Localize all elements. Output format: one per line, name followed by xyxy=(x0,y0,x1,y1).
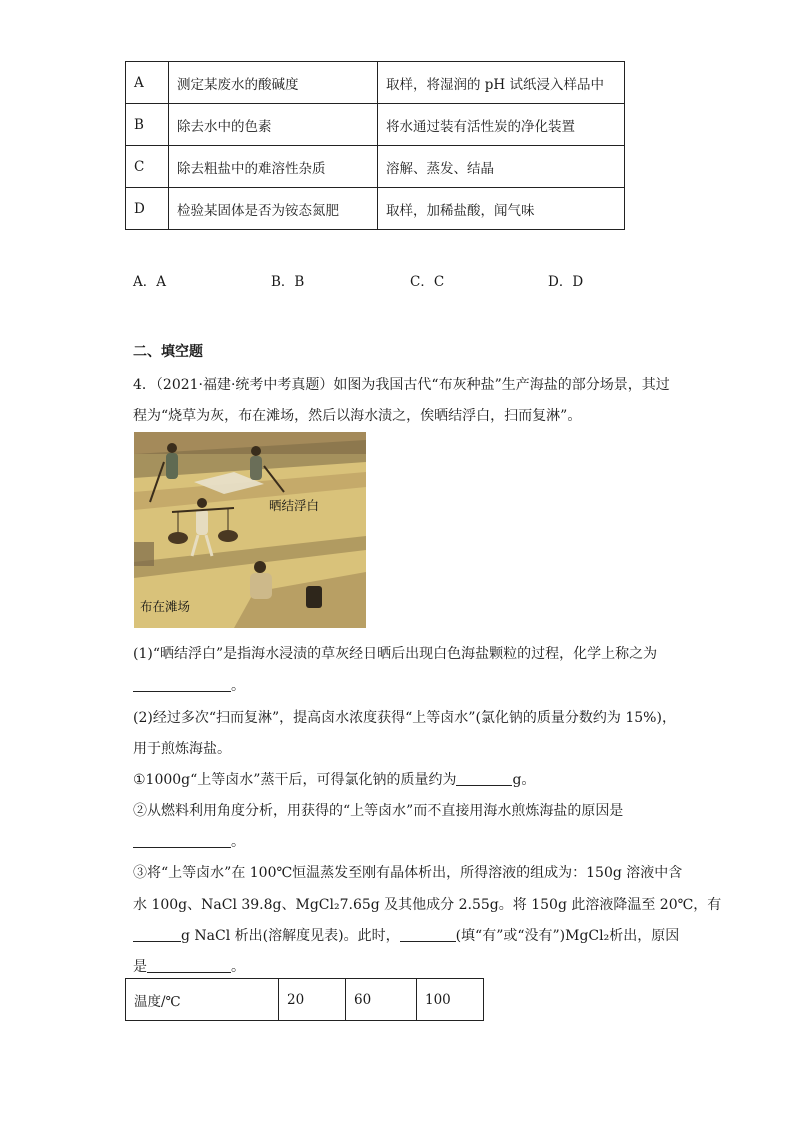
row-method: 溶解、蒸发、结晶 xyxy=(378,146,625,188)
sub3-line-4 xyxy=(133,956,245,976)
sub2-answer xyxy=(133,831,245,851)
part2-line-2: 用于煎炼海盐。 xyxy=(133,741,231,757)
sub3-end: 。 xyxy=(231,959,245,975)
table-row xyxy=(126,146,625,188)
image-label-bottom: 布在滩场 xyxy=(140,599,191,614)
answer-blank-3[interactable] xyxy=(133,833,231,848)
sub1-unit: g。 xyxy=(512,772,536,788)
question-line-2: 程为“烧草为灰，布在滩场，然后以海水渍之，俟晒结浮白，扫而复淋”。 xyxy=(133,408,582,424)
sub2-end: 。 xyxy=(231,834,245,850)
sol-col-20: 20 xyxy=(279,979,346,1021)
table-row xyxy=(126,104,625,146)
row-key: C xyxy=(126,146,169,188)
table-row xyxy=(126,188,625,230)
choice-c[interactable]: C．C xyxy=(410,274,445,290)
row-item: 除去粗盐中的难溶性杂质 xyxy=(169,146,378,188)
salt-production-illustration xyxy=(134,432,366,628)
question-line-1: 4．（2021·福建·统考中考真题）如图为我国古代“布灰种盐”生产海盐的部分场景，其过 xyxy=(133,377,670,393)
answer-blank-5[interactable] xyxy=(400,927,456,942)
choice-d[interactable]: D．D xyxy=(548,274,584,290)
section-title: 二、填空题 xyxy=(133,344,203,360)
row-item: 除去水中的色素 xyxy=(169,104,378,146)
answer-blank-1[interactable] xyxy=(133,677,231,692)
row-key: A xyxy=(126,62,169,104)
options-table xyxy=(125,61,625,230)
sub2-line: ②从燃料利用角度分析，用获得的“上等卤水”而不直接用海水煎炼海盐的原因是 xyxy=(133,803,624,819)
answer-blank-4[interactable] xyxy=(133,927,181,942)
part1-end: 。 xyxy=(231,678,245,694)
solubility-table xyxy=(125,978,484,1021)
table-row xyxy=(126,62,625,104)
sub3-line-3 xyxy=(133,925,679,945)
answer-blank-6[interactable] xyxy=(147,958,231,973)
part1-answer xyxy=(133,675,245,695)
sub3-line-2: 水 100g、NaCl 39.8g、MgCl₂7.65g 及其他成分 2.55g。将 150g 此溶液降温至 20℃，有 xyxy=(133,897,722,913)
row-item: 测定某废水的酸碱度 xyxy=(169,62,378,104)
answer-blank-2[interactable] xyxy=(456,771,512,786)
row-key: B xyxy=(126,104,169,146)
sub3-text-a: g NaCl 析出(溶解度见表)。此时， xyxy=(181,928,400,944)
image-label-top: 晒结浮白 xyxy=(269,498,320,513)
sol-header: 温度/℃ xyxy=(126,979,279,1021)
sub1-text: ①1000g“上等卤水”蒸干后，可得氯化钠的质量约为 xyxy=(133,772,457,788)
table-row xyxy=(126,979,484,1021)
sol-col-100: 100 xyxy=(417,979,484,1021)
sub1-line xyxy=(133,769,535,789)
row-item: 检验某固体是否为铵态氮肥 xyxy=(169,188,378,230)
row-method: 将水通过装有活性炭的净化装置 xyxy=(378,104,625,146)
sol-col-60: 60 xyxy=(346,979,417,1021)
part1-line: (1)“晒结浮白”是指海水浸渍的草灰经日晒后出现白色海盐颗粒的过程，化学上称之为 xyxy=(133,646,658,662)
row-method: 取样，加稀盐酸，闻气味 xyxy=(378,188,625,230)
sub3-text-c: 是 xyxy=(133,959,147,975)
choice-b[interactable]: B．B xyxy=(271,274,305,290)
part2-line-1: (2)经过多次“扫而复淋”，提高卤水浓度获得“上等卤水”(氯化钠的质量分数约为 15%)， xyxy=(133,710,676,726)
sub3-text-b: (填“有”或“没有”)MgCl₂析出，原因 xyxy=(455,928,680,944)
choice-a[interactable]: A．A xyxy=(133,274,166,290)
row-key: D xyxy=(126,188,169,230)
sub3-line-1: ③将“上等卤水”在 100℃恒温蒸发至刚有晶体析出，所得溶液的组成为：150g 溶液中含 xyxy=(133,865,683,881)
row-method: 取样，将湿润的 pH 试纸浸入样品中 xyxy=(378,62,625,104)
